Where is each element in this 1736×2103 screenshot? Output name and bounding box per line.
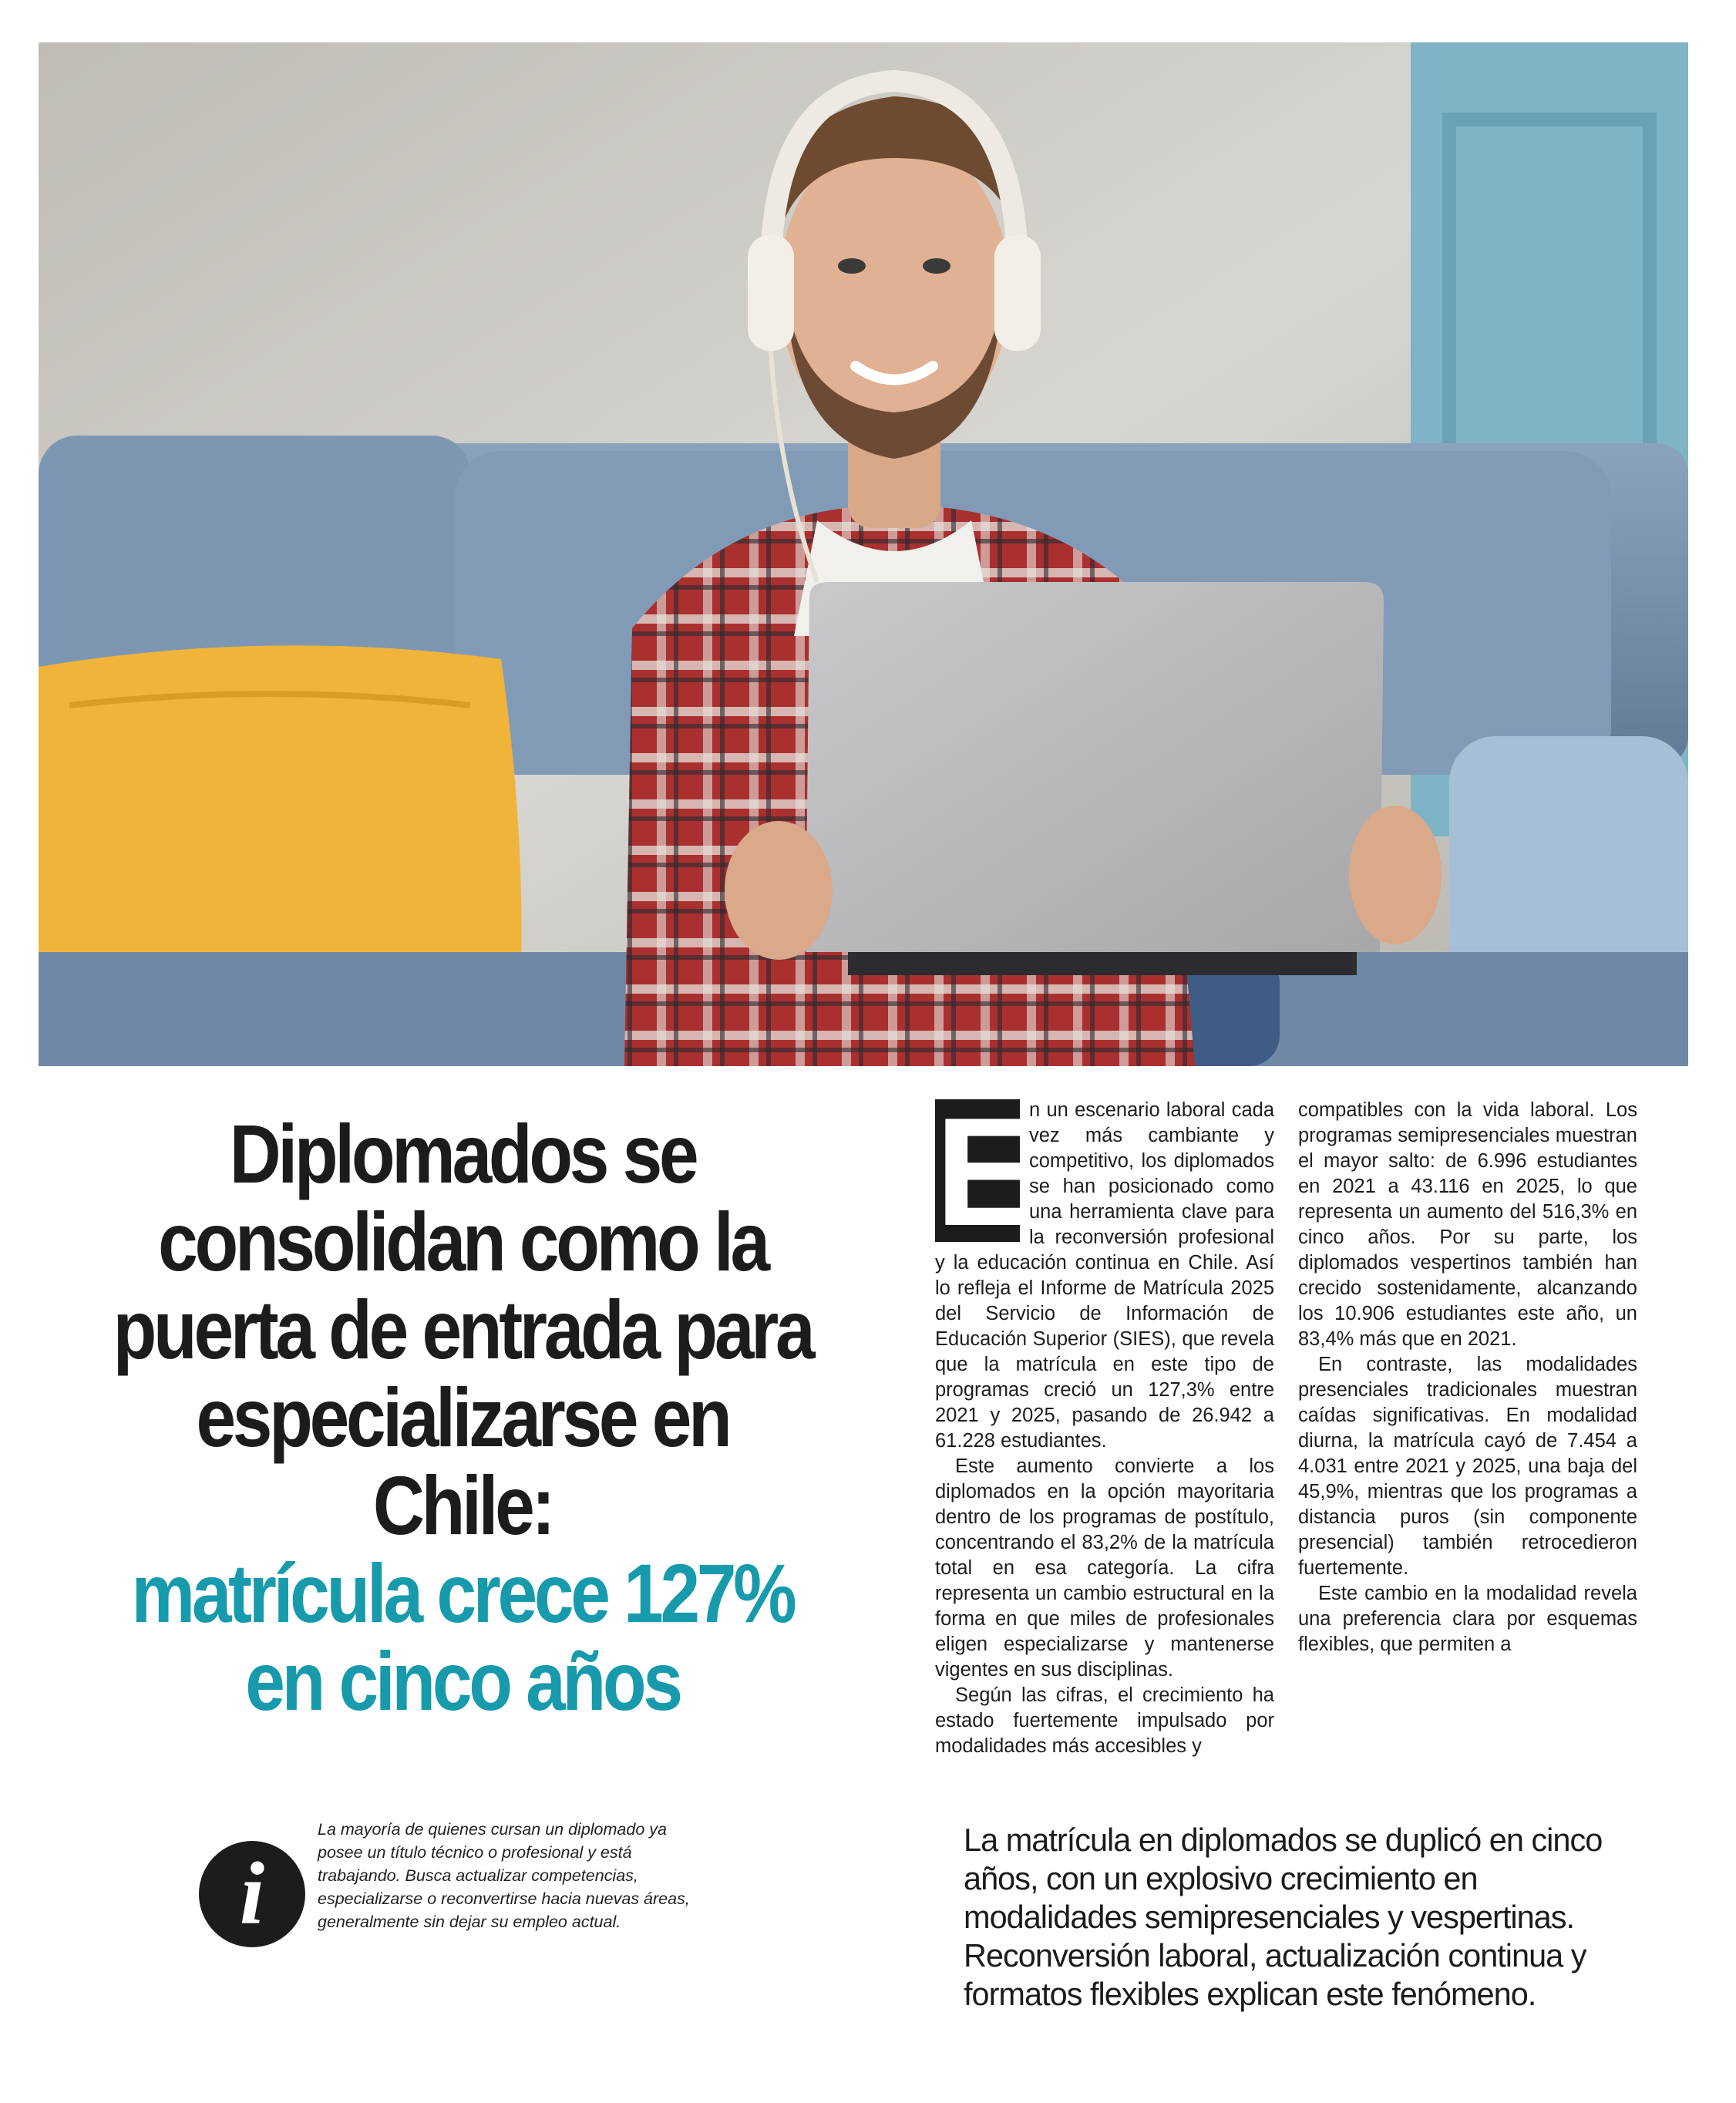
drop-cap: E xyxy=(935,1086,1038,1258)
headline xyxy=(111,1107,814,1728)
paragraph-3: Según las cifras, el crecimiento ha estado fuertemente impulsado por modalidades más accesibles y xyxy=(935,1684,1274,1757)
info-text: La mayoría de quienes cursan un diplomado ya posee un título técnico o profesional y está trabajando. Busca actualizar competencias, especializarse o reconvertirse hacia nuevas áreas, generalmente sin dejar su empleo actual. xyxy=(318,1820,690,1931)
summary-text: La matrícula en diplomados se duplicó en cinco años, con un explosivo crecimiento en modalidades semipresenciales y vespertinas. Reconversión laboral, actualización continua y formatos flexibles explican este fenómeno. xyxy=(964,1822,1603,2012)
info-icon: i xyxy=(199,1841,305,1947)
paragraph-4: En contraste, las modalidades presenciales tradicionales muestran caídas significativas. En modalidad diurna, la matrícula cayó de 7.454 a 4.031 entre 2021 y 2025, una baja del 45,9%, mientras que los programas a distancia puros (sin componente presencial) también retrocedieron fuertemente. xyxy=(1298,1354,1637,1579)
paragraph-3-continued: compatibles con la vida laboral. Los programas semipresenciales muestran el mayor salto: de 6.996 estudiantes en 2021 a 43.116 en 2025, lo que representa un aumento del 516,3% en cinco años. Por su parte, los diplomados vespertinos también han crecido sostenidamente, alcanzando los 10.906 estudiantes este año, un 83,4% más que en 2021. xyxy=(1298,1099,1637,1350)
headphones-right xyxy=(994,235,1041,351)
laptop xyxy=(806,582,1384,952)
paragraph-1-text: n un escenario laboral cada vez más cambiante y competitivo, los diplomados se han posicionado como una herramienta clave para la reconversión profesional y la educación continua en Chile. Así lo refleja el Informe de Matrícula 2025 del Servicio de Información de Educación Superior (SIES), que revela que la matrícula en este tipo de programas creció un 127,3% entre 2021 y 2025, pasando de 26.942 a 61.228 estudiantes. xyxy=(935,1099,1274,1452)
hero-photo-illustration xyxy=(39,42,1688,1066)
headphones-left xyxy=(748,235,794,351)
headline-accent: matrícula crece 127% en cinco años xyxy=(131,1546,794,1728)
paragraph-5: Este cambio en la modalidad revela una preferencia clara por esquemas flexibles, que permiten a xyxy=(1298,1583,1637,1655)
body-column-2 xyxy=(1298,1098,1637,1657)
paragraph-1 xyxy=(935,1086,1274,1454)
body-column-1 xyxy=(935,1086,1274,1759)
hero-photo xyxy=(39,42,1688,1066)
headline-main: Diplomados se consolidan como la puerta de entrada para especializarse en Chile: xyxy=(113,1107,812,1552)
paragraph-2: Este aumento convierte a los diplomados en la opción mayoritaria dentro de los programas de postítulo, concentrando el 83,2% de la matrícula total en esa categoría. La cifra representa un cambio estructural en la forma en que miles de profesionales eligen especializarse y mantenerse vigentes en sus disciplinas. xyxy=(935,1455,1274,1681)
